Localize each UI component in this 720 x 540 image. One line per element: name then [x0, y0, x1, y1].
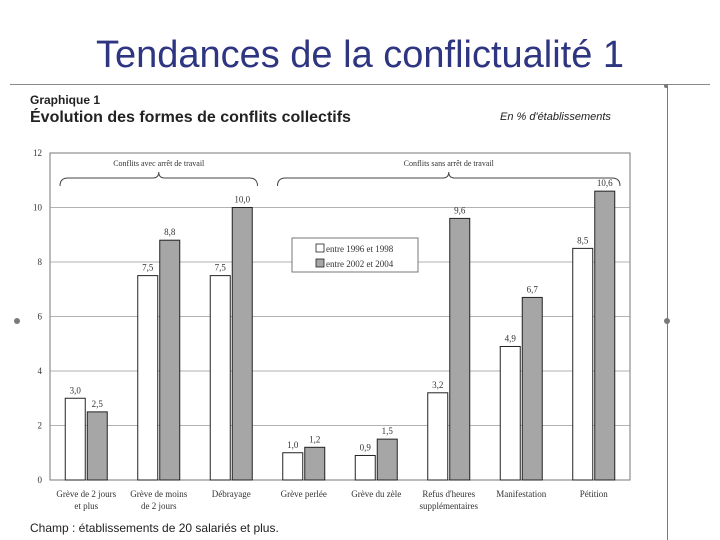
bar	[210, 276, 230, 480]
bar-value-label: 9,6	[454, 205, 466, 216]
bar	[573, 248, 593, 480]
legend-label: entre 1996 et 1998	[326, 244, 394, 254]
bar	[428, 393, 448, 480]
legend-label: entre 2002 et 2004	[326, 259, 394, 269]
category-label: supplémentaires	[419, 501, 478, 511]
bar-value-label: 2,5	[91, 398, 103, 409]
bar-value-label: 0,9	[359, 442, 371, 453]
bar	[450, 218, 470, 480]
bar-value-label: 1,0	[287, 439, 299, 450]
y-tick-label: 8	[37, 257, 42, 267]
bar	[305, 447, 325, 480]
category-label: Pétition	[579, 489, 608, 499]
chart-footnote: Champ : établissements de 20 salariés et plus.	[30, 521, 279, 535]
y-tick-label: 4	[37, 366, 42, 376]
bar	[500, 346, 520, 480]
bar	[377, 439, 397, 480]
category-label: Grève de 2 jours	[56, 489, 117, 499]
group-label: Conflits avec arrêt de travail	[113, 159, 205, 168]
legend-swatch	[316, 259, 324, 267]
y-tick-label: 10	[33, 202, 42, 213]
bar	[522, 297, 542, 480]
category-label: Grève de moins	[130, 489, 188, 499]
category-label: Manifestation	[496, 489, 547, 499]
bar-value-label: 10,0	[234, 194, 251, 205]
group-brace	[60, 172, 258, 186]
bar-value-label: 6,7	[526, 284, 538, 295]
bar	[160, 240, 180, 480]
category-label: Débrayage	[211, 489, 251, 499]
y-tick-label: 2	[37, 420, 42, 431]
bar-value-label: 3,2	[432, 379, 444, 390]
bar-value-label: 7,5	[142, 262, 154, 273]
bar	[65, 398, 85, 480]
figure-label: Graphique 1	[30, 93, 101, 107]
y-tick-label: 12	[33, 148, 42, 158]
bar-value-label: 3,0	[69, 385, 81, 396]
unit-note: En % d'établissements	[500, 111, 611, 123]
bar-value-label: 7,5	[214, 262, 226, 273]
category-label: Grève du zèle	[351, 489, 402, 499]
bar-value-label: 8,5	[577, 235, 589, 246]
bar	[283, 453, 303, 480]
bar-value-label: 10,6	[596, 178, 613, 189]
bar-value-label: 1,5	[381, 426, 393, 437]
category-label: de 2 jours	[141, 501, 177, 511]
y-tick-label: 6	[37, 311, 42, 322]
group-label: Conflits sans arrêt de travail	[403, 159, 494, 168]
chart-title: Évolution des formes de conflits collectifs	[30, 109, 351, 126]
category-label: Refus d'heures	[422, 489, 476, 499]
category-label: Grève perlée	[280, 489, 327, 499]
bar	[87, 412, 107, 480]
legend-swatch	[316, 244, 324, 252]
group-brace	[278, 172, 621, 189]
bar	[138, 276, 158, 480]
bar-value-label: 1,2	[309, 434, 321, 445]
bar	[232, 208, 252, 481]
bar	[595, 191, 615, 480]
bar-value-label: 4,9	[504, 333, 516, 344]
slide-title: Tendances de la conflictualité 1	[95, 34, 625, 76]
category-label: et plus	[74, 501, 99, 511]
bar-value-label: 8,8	[164, 227, 176, 238]
bar	[355, 455, 375, 480]
y-tick-label: 0	[37, 475, 42, 485]
